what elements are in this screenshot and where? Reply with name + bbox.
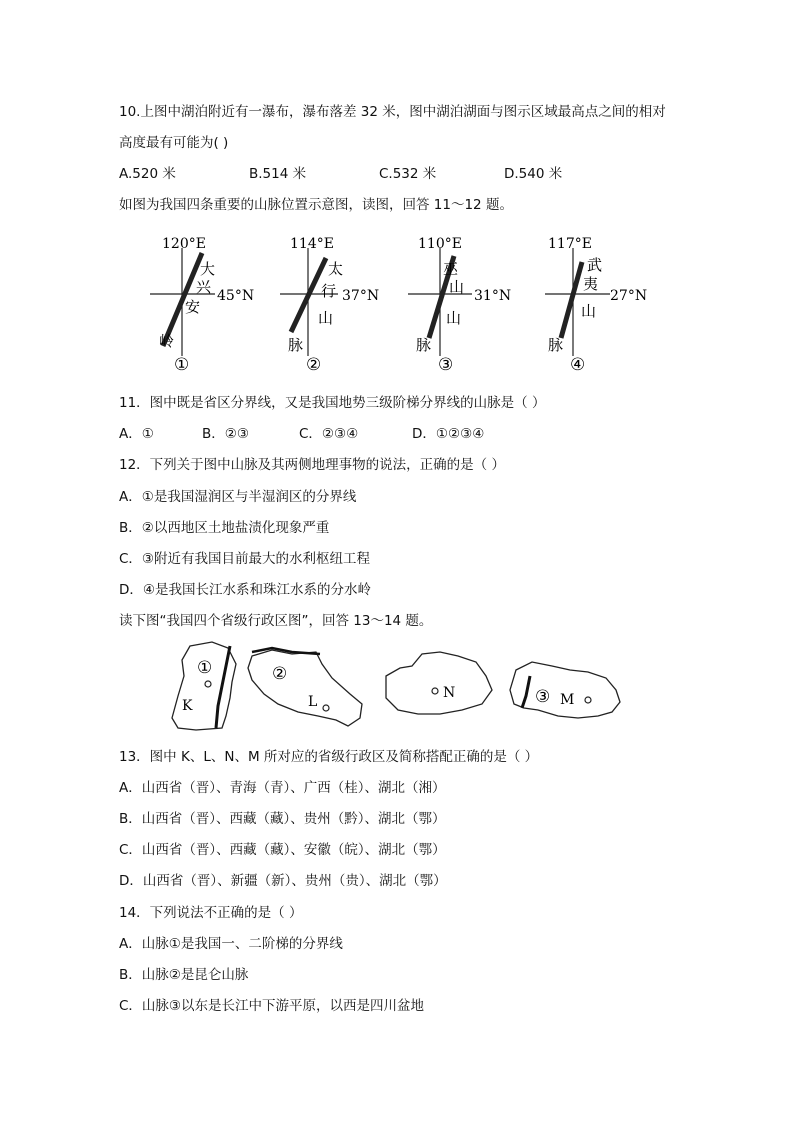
q12-option-d[interactable]: D．④是我国长江水系和珠江水系的分水岭 (119, 582, 371, 598)
q14-option-c[interactable]: C．山脉③以东是长江中下游平原，以西是四川盆地 (119, 998, 425, 1014)
panel-1-char-2: 兴 (196, 278, 212, 296)
panel-3-char-2: 山 (449, 278, 465, 296)
panel-4-lat: 27°N (610, 288, 648, 304)
q11-option-c[interactable]: C．②③④ (299, 426, 359, 442)
panel-4-char-3: 山 (581, 302, 597, 320)
q12-stem: 12．下列关于图中山脉及其两侧地理事物的说法，正确的是（ ） (119, 457, 505, 473)
q13-option-b[interactable]: B．山西省（晋）、西藏（藏）、贵州（黔）、湖北（鄂） (119, 811, 446, 827)
panel-3-lon: 110°E (418, 236, 462, 252)
panel-2-char-2: 行 (321, 282, 337, 300)
panel-3-char-3: 山 (446, 309, 462, 327)
province-m-label: M (560, 692, 575, 708)
q13-option-d[interactable]: D．山西省（晋）、新疆（新）、贵州（贵）、湖北（鄂） (119, 873, 447, 889)
q10-stem-line2: 高度最有可能为( ) (119, 135, 229, 151)
panel-4-char-4: 脉 (548, 336, 564, 354)
province-figure (160, 636, 630, 736)
q14-option-a[interactable]: A．山脉①是我国一、二阶梯的分界线 (119, 936, 343, 952)
panel-3-number: ③ (438, 355, 454, 375)
q10-option-d[interactable]: D.540 米 (504, 166, 563, 182)
panel-4-char-2: 夷 (583, 275, 599, 293)
province-l-number: ② (272, 664, 288, 684)
q14-stem: 14．下列说法不正确的是（ ） (119, 905, 303, 921)
q13-stem: 13．图中 K、L、N、M 所对应的省级行政区及简称搭配正确的是（ ） (119, 749, 539, 765)
province-k-number: ① (197, 658, 213, 678)
province-k-label: K (182, 698, 193, 714)
q13-option-a[interactable]: A．山西省（晋）、青海（青）、广西（桂）、湖北（湘） (119, 780, 446, 796)
panel-1-lat: 45°N (217, 288, 255, 304)
province-m (510, 662, 620, 718)
mountain-panel-3 (408, 236, 511, 375)
panel-2-lon: 114°E (290, 236, 334, 252)
province-n-label: N (443, 685, 456, 701)
intro-mountains: 如图为我国四条重要的山脉位置示意图，读图，回答 11～12 题。 (119, 197, 513, 213)
panel-1-char-1: 大 (200, 260, 216, 278)
q11-option-a[interactable]: A．① (119, 426, 154, 442)
panel-2-char-1: 太 (328, 260, 344, 278)
q10-option-b[interactable]: B.514 米 (249, 166, 307, 182)
panel-3-lat: 31°N (474, 288, 512, 304)
mountain-figure (140, 228, 660, 378)
q11-stem: 11．图中既是省区分界线，又是我国地势三级阶梯分界线的山脉是（ ） (119, 395, 546, 411)
panel-1-char-3: 安 (185, 298, 201, 316)
province-n (386, 652, 492, 714)
mountain-panel-4 (545, 236, 647, 375)
province-l (248, 648, 362, 726)
q12-option-c[interactable]: C．③附近有我国目前最大的水利枢纽工程 (119, 551, 371, 567)
province-l-label: L (308, 694, 318, 710)
q11-option-d[interactable]: D．①②③④ (412, 426, 485, 442)
q10-options (119, 165, 639, 183)
panel-3-char-4: 脉 (416, 336, 432, 354)
q11-options (119, 425, 539, 443)
mountain-panel-1 (150, 236, 254, 375)
panel-4-char-1: 武 (587, 256, 603, 274)
q10-stem-line1: 10.上图中湖泊附近有一瀑布，瀑布落差 32 米，图中湖泊湖面与图示区域最高点之间的相对 (119, 104, 666, 120)
q11-option-b[interactable]: B．②③ (202, 426, 249, 442)
q10-option-c[interactable]: C.532 米 (379, 166, 437, 182)
province-m-number: ③ (535, 687, 551, 707)
q14-option-b[interactable]: B．山脉②是昆仑山脉 (119, 967, 249, 983)
q12-option-a[interactable]: A．①是我国湿润区与半湿润区的分界线 (119, 489, 357, 505)
q13-option-c[interactable]: C．山西省（晋）、西藏（藏）、安徽（皖）、湖北（鄂） (119, 842, 446, 858)
panel-2-char-3: 山 (318, 309, 334, 327)
province-k (172, 642, 236, 730)
panel-3-char-1: 巫 (443, 260, 459, 278)
intro-provinces: 读下图“我国四个省级行政区图”，回答 13～14 题。 (119, 613, 433, 629)
panel-2-char-4: 脉 (288, 336, 304, 354)
panel-4-number: ④ (570, 355, 586, 375)
q12-option-b[interactable]: B．②以西地区土地盐渍化现象严重 (119, 520, 330, 536)
panel-2-lat: 37°N (342, 288, 380, 304)
panel-1-number: ① (174, 355, 190, 375)
panel-4-lon: 117°E (548, 236, 592, 252)
mountain-panel-2 (280, 236, 379, 375)
panel-1-lon: 120°E (162, 236, 206, 252)
panel-1-char-4: 岭 (159, 332, 175, 350)
q10-option-a[interactable]: A.520 米 (119, 166, 176, 182)
panel-2-number: ② (306, 355, 322, 375)
